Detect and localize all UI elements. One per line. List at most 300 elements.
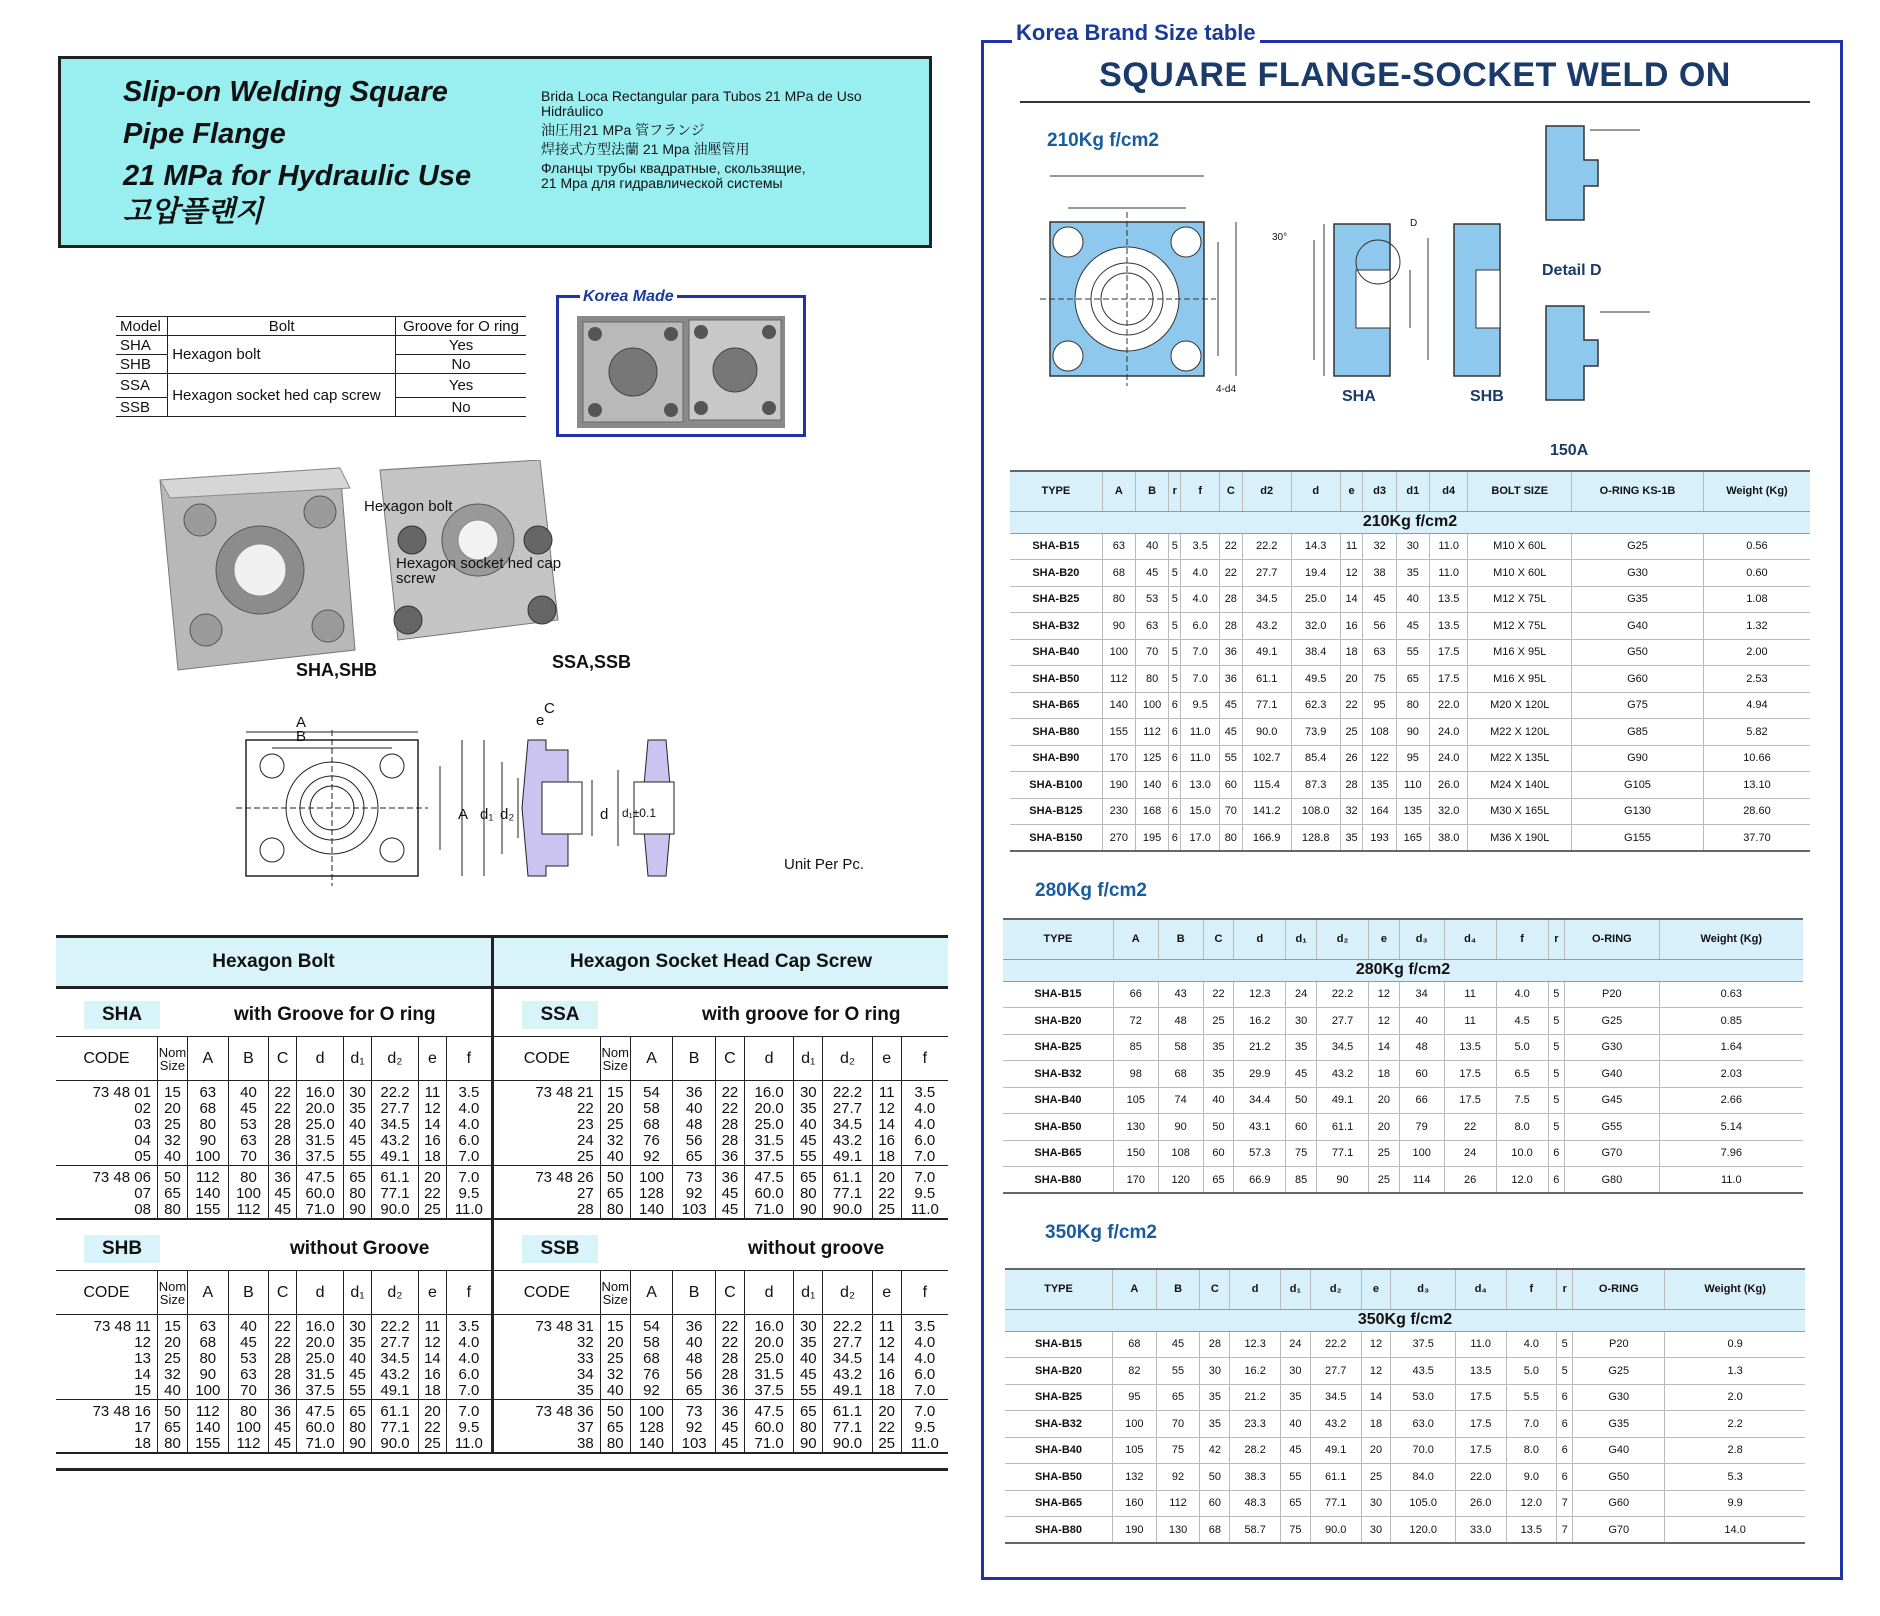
table-cell: 60 xyxy=(1219,772,1242,799)
table-cell: 1.64 xyxy=(1659,1034,1803,1061)
title-spanish: Brida Loca Rectangular para Tubos 21 MPa de Uso Hidráulico xyxy=(541,88,862,119)
table-cell: 7.0 xyxy=(446,1149,491,1166)
table-cell: 10.0 xyxy=(1496,1140,1548,1167)
table-cell: 40 xyxy=(794,1351,823,1367)
table-cell: 103 xyxy=(673,1436,716,1453)
table-cell: 4.94 xyxy=(1703,692,1810,719)
table-cell: 71.0 xyxy=(296,1436,343,1453)
col-header: f xyxy=(1181,471,1220,511)
table-cell: 13.5 xyxy=(1455,1358,1506,1385)
title-line-4: 고압플랜지 xyxy=(123,196,264,228)
table-row xyxy=(494,1367,948,1383)
table-cell: 112 xyxy=(228,1436,269,1453)
col-header: d1 xyxy=(1396,471,1429,511)
table-cell: 85 xyxy=(1286,1167,1317,1194)
col-header: d3 xyxy=(1363,471,1396,511)
table-cell: SHA-B65 xyxy=(1010,692,1102,719)
table-row xyxy=(1003,981,1803,1008)
col-header: d₃ xyxy=(1399,919,1444,959)
table-cell: 22.2 xyxy=(1317,981,1369,1008)
table-cell: 53 xyxy=(1135,586,1168,613)
table-cell: 22 xyxy=(1219,560,1242,587)
table-row xyxy=(1010,560,1810,587)
table-cell: 50 xyxy=(157,1166,187,1187)
table-cell: 50 xyxy=(1203,1114,1234,1141)
table-cell: 26 xyxy=(1444,1167,1496,1194)
table-cell: 65 xyxy=(673,1149,716,1166)
angle-30-label: 30° xyxy=(1272,232,1288,243)
table-cell: 9.5 xyxy=(901,1420,948,1436)
table-cell: 31.5 xyxy=(744,1367,793,1383)
table-cell: 43.2 xyxy=(371,1367,418,1383)
table-cell: 36 xyxy=(715,1383,744,1400)
table-cell: 42 xyxy=(1200,1437,1230,1464)
table-cell: 11.0 xyxy=(1659,1167,1803,1194)
table-row xyxy=(1010,692,1810,719)
table-cell: 65 xyxy=(1203,1167,1234,1194)
table-cell: 71.0 xyxy=(744,1202,793,1219)
table-cell: 195 xyxy=(1135,825,1168,852)
table-cell: 28 xyxy=(494,1202,600,1219)
table-cell: 40 xyxy=(344,1117,372,1133)
table-cell: 60 xyxy=(1203,1140,1234,1167)
table-cell: 45 xyxy=(1219,719,1242,746)
table-cell: 6.0 xyxy=(901,1367,948,1383)
table-cell: 4.0 xyxy=(901,1335,948,1351)
table-cell: 22 xyxy=(1444,1114,1496,1141)
table-cell: 3.5 xyxy=(901,1081,948,1102)
table-cell: 43.5 xyxy=(1391,1358,1455,1385)
table-cell: 14.3 xyxy=(1291,533,1340,560)
table-cell: 25 xyxy=(600,1351,630,1367)
col-header: B xyxy=(673,1271,716,1315)
col-header: r xyxy=(1548,919,1565,959)
table-cell: 68 xyxy=(1112,1331,1156,1358)
table-cell: 63 xyxy=(228,1133,269,1149)
table-row xyxy=(1005,1331,1805,1358)
table-cell: 14 xyxy=(419,1351,447,1367)
table-cell: 40 xyxy=(344,1351,372,1367)
col-header: A xyxy=(187,1271,228,1315)
table-cell: SHA-B20 xyxy=(1005,1358,1112,1385)
bolt-table-header-bolt: Bolt xyxy=(168,317,396,336)
table-row xyxy=(1010,798,1810,825)
table-cell: SHA-B40 xyxy=(1005,1437,1112,1464)
table-row xyxy=(494,1133,948,1149)
table-cell: 22.0 xyxy=(1455,1464,1506,1491)
col-header: BOLT SIZE xyxy=(1468,471,1572,511)
table-cell: 60.0 xyxy=(744,1186,793,1202)
table-cell: 70 xyxy=(228,1149,269,1166)
table-cell: 92 xyxy=(673,1186,716,1202)
table-row xyxy=(1010,613,1810,640)
table-cell: 18 xyxy=(419,1149,447,1166)
table-cell: 30 xyxy=(1361,1517,1391,1544)
table-cell: 22 xyxy=(419,1420,447,1436)
table-cell: 22 xyxy=(1203,981,1234,1008)
right-flange-drawings xyxy=(1030,120,1740,450)
table-cell: 1.32 xyxy=(1703,613,1810,640)
title-japanese: 油圧用21 MPa 管フランジ xyxy=(541,122,705,138)
table-cell: 85.4 xyxy=(1291,745,1340,772)
table-cell: 73 48 11 xyxy=(93,1318,151,1335)
table-cell: 84.0 xyxy=(1391,1464,1455,1491)
table-cell: 55 xyxy=(1156,1358,1200,1385)
table-cell: 45 xyxy=(344,1367,372,1383)
table-cell: 65 xyxy=(1156,1384,1200,1411)
table-cell: 2.2 xyxy=(1665,1411,1805,1438)
table-cell: 65 xyxy=(794,1166,823,1187)
socket-screw-column xyxy=(494,938,948,1454)
table-cell: G70 xyxy=(1573,1517,1665,1544)
table-cell: 31.5 xyxy=(296,1133,343,1149)
table-cell: 100 xyxy=(1135,692,1168,719)
table-row xyxy=(1010,533,1810,560)
table-cell: 68 xyxy=(1158,1061,1203,1088)
flange-drawing xyxy=(236,700,706,910)
table-cell: 100 xyxy=(228,1420,269,1436)
table-cell: 20.0 xyxy=(744,1101,793,1117)
col-header: C xyxy=(1219,471,1242,511)
table-cell: 80 xyxy=(1396,692,1429,719)
pressure-350-label: 350Kg f/cm2 xyxy=(1045,1222,1157,1243)
table-cell: 40 xyxy=(1399,1008,1444,1035)
dim-d2-label: d₂ xyxy=(500,806,515,823)
table-row xyxy=(1005,1517,1805,1544)
col-header: C xyxy=(269,1037,297,1081)
table-cell: 04 xyxy=(134,1132,151,1149)
table-cell: 115.4 xyxy=(1242,772,1291,799)
table-cell: 22 xyxy=(269,1081,297,1102)
table-cell: 56 xyxy=(673,1133,716,1149)
table-row xyxy=(494,1383,948,1400)
table-cell: 28 xyxy=(269,1351,297,1367)
col-header: Weight (Kg) xyxy=(1659,919,1803,959)
col-header: d xyxy=(744,1271,793,1315)
table-cell: 14 xyxy=(419,1117,447,1133)
table-cell: 90 xyxy=(187,1133,228,1149)
table-cell: 12.3 xyxy=(1234,981,1286,1008)
table-cell: 47.5 xyxy=(744,1166,793,1187)
table-cell: SHA-B90 xyxy=(1010,745,1102,772)
table-cell: 18 xyxy=(56,1436,157,1453)
detail-d-label: Detail D xyxy=(1542,262,1602,279)
table-cell: 16.0 xyxy=(744,1315,793,1336)
table-cell: 48 xyxy=(673,1351,716,1367)
col-header: d₁ xyxy=(1286,919,1317,959)
table-cell: 37.5 xyxy=(296,1383,343,1400)
col-header: d₁ xyxy=(344,1271,372,1315)
table-cell: 8.0 xyxy=(1496,1114,1548,1141)
table-cell: 4.0 xyxy=(1181,586,1220,613)
table-cell: G80 xyxy=(1565,1167,1659,1194)
lower-tables xyxy=(56,935,948,1471)
table-cell: SHA-B80 xyxy=(1010,719,1102,746)
table-cell: 77.1 xyxy=(823,1186,872,1202)
table-cell: 61.1 xyxy=(823,1166,872,1187)
table-cell: 15.0 xyxy=(1181,798,1220,825)
table-cell: 7.0 xyxy=(1506,1411,1557,1438)
table-cell: 135 xyxy=(1363,772,1396,799)
table-row xyxy=(1005,1437,1805,1464)
table-cell: 120.0 xyxy=(1391,1517,1455,1544)
table-cell: 56 xyxy=(1363,613,1396,640)
table-cell: 6 xyxy=(1169,719,1181,746)
table-cell: 55 xyxy=(344,1383,372,1400)
table-cell: 11.0 xyxy=(1181,719,1220,746)
table-cell: 16.0 xyxy=(744,1081,793,1102)
shb-subheading xyxy=(56,1228,491,1270)
table-cell: 92 xyxy=(1156,1464,1200,1491)
col-header: A xyxy=(1113,919,1158,959)
table-cell: 49.1 xyxy=(371,1149,418,1166)
table-cell: 32 xyxy=(600,1133,630,1149)
table-cell: 0.85 xyxy=(1659,1008,1803,1035)
table-cell: 100 xyxy=(630,1400,673,1421)
table-row xyxy=(56,1202,491,1219)
table-cell: 60.0 xyxy=(744,1420,793,1436)
dim-d-label: d xyxy=(600,806,609,823)
table-cell: 45 xyxy=(794,1367,823,1383)
table-cell: 80 xyxy=(794,1186,823,1202)
table-cell: 22 xyxy=(715,1315,744,1336)
table-cell: 0.63 xyxy=(1659,981,1803,1008)
table-cell: G40 xyxy=(1572,613,1704,640)
table-row xyxy=(1003,1061,1803,1088)
ssa-subheading xyxy=(494,994,948,1036)
table-cell: 112 xyxy=(187,1166,228,1187)
table-cell: 45 xyxy=(1135,560,1168,587)
table-cell: 5 xyxy=(1548,1114,1565,1141)
table-cell: 3.5 xyxy=(1181,533,1220,560)
col-header: e xyxy=(872,1037,901,1081)
table-cell: 22 xyxy=(715,1101,744,1117)
table-cell: 45 xyxy=(715,1186,744,1202)
table-cell: 13.5 xyxy=(1429,613,1468,640)
table-cell: 90 xyxy=(187,1367,228,1383)
table-cell: 190 xyxy=(1112,1517,1156,1544)
table-cell: 5 xyxy=(1548,1087,1565,1114)
col-header: Weight (Kg) xyxy=(1703,471,1810,511)
table-cell: 18 xyxy=(419,1383,447,1400)
table-cell: 49.1 xyxy=(371,1383,418,1400)
table-cell: 6.0 xyxy=(446,1367,491,1383)
table-cell: 45 xyxy=(715,1436,744,1453)
col-header: e xyxy=(1369,919,1400,959)
table-cell: 63 xyxy=(1363,639,1396,666)
table-cell: 55 xyxy=(1396,639,1429,666)
table-cell: 90 xyxy=(1317,1167,1369,1194)
col-header: O-RING xyxy=(1565,919,1659,959)
col-header: C xyxy=(715,1037,744,1081)
label-150a: 150A xyxy=(1550,442,1589,459)
table-cell: 3.5 xyxy=(446,1315,491,1336)
table-row xyxy=(56,1351,491,1367)
col-header: C xyxy=(1203,919,1234,959)
dim-a-label: A xyxy=(296,714,307,731)
table-row xyxy=(1010,825,1810,852)
col-header: Nom Size xyxy=(157,1037,187,1081)
table-cell: 45 xyxy=(794,1133,823,1149)
table-cell: 25 xyxy=(1369,1140,1400,1167)
table-cell: 32 xyxy=(157,1367,187,1383)
table-cell: 30 xyxy=(344,1081,372,1102)
table-row xyxy=(1010,639,1810,666)
table-row xyxy=(1003,1140,1803,1167)
table-cell: 32 xyxy=(577,1334,594,1351)
table-cell: 45 xyxy=(715,1202,744,1219)
table-cell: 77.1 xyxy=(371,1420,418,1436)
table-cell: 61.1 xyxy=(1242,666,1291,693)
table-cell: 140 xyxy=(1135,772,1168,799)
pressure-210-label: 210Kg f/cm2 xyxy=(1047,130,1159,151)
table-cell: 36 xyxy=(269,1149,297,1166)
table-cell: 80 xyxy=(600,1436,630,1453)
col-header: d₃ xyxy=(1391,1269,1455,1309)
table-cell: 38 xyxy=(1363,560,1396,587)
table-cell: 22 xyxy=(715,1335,744,1351)
table-cell: 34.5 xyxy=(1310,1384,1361,1411)
table-cell: 193 xyxy=(1363,825,1396,852)
table-cell: 24 xyxy=(577,1132,594,1149)
table-cell: 38 xyxy=(494,1436,600,1453)
table-cell: 90.0 xyxy=(1310,1517,1361,1544)
col-header: f xyxy=(446,1037,491,1081)
table-row xyxy=(494,1081,948,1102)
table-cell: 45 xyxy=(1156,1331,1200,1358)
table-cell: 80 xyxy=(600,1202,630,1219)
col-header: r xyxy=(1169,471,1181,511)
table-cell: 105 xyxy=(1112,1437,1156,1464)
table-cell: 45 xyxy=(228,1101,269,1117)
table-cell: 80 xyxy=(1135,666,1168,693)
table-cell: 76 xyxy=(630,1367,673,1383)
table-cell: 90.0 xyxy=(371,1436,418,1453)
table-cell: 20.0 xyxy=(296,1335,343,1351)
col-header: d xyxy=(1291,471,1340,511)
col-header: d xyxy=(1234,919,1286,959)
table-cell: 11.0 xyxy=(446,1436,491,1453)
table-cell: 35 xyxy=(1200,1384,1230,1411)
table-cell: 20 xyxy=(157,1101,187,1117)
table-cell: 24 xyxy=(1286,981,1317,1008)
table-cell: 0.9 xyxy=(1665,1331,1805,1358)
table-cell: 34.5 xyxy=(371,1117,418,1133)
table-cell: 4.0 xyxy=(446,1117,491,1133)
table-cell: 102.7 xyxy=(1242,745,1291,772)
table-cell: 61.1 xyxy=(823,1400,872,1421)
table-cell: 35 xyxy=(1340,825,1363,852)
table-cell: 5 xyxy=(1169,586,1181,613)
table-cell: 12 xyxy=(1369,981,1400,1008)
bolt-table-header-groove: Groove for O ring xyxy=(396,317,526,336)
table-cell: 112 xyxy=(187,1400,228,1421)
col-header: d₄ xyxy=(1444,919,1496,959)
table-cell: 2.53 xyxy=(1703,666,1810,693)
table-cell: 70 xyxy=(228,1383,269,1400)
table-cell: 112 xyxy=(1102,666,1135,693)
table-cell: 49.1 xyxy=(1242,639,1291,666)
col-header: d₁ xyxy=(1280,1269,1310,1309)
table-cell: 7.0 xyxy=(446,1383,491,1400)
bolt-table-model: SHB xyxy=(116,355,168,374)
table-cell: 40 xyxy=(673,1335,716,1351)
table-cell: 16.2 xyxy=(1230,1358,1281,1385)
table-cell: 17 xyxy=(134,1419,151,1436)
table-cell: 25 xyxy=(872,1202,901,1219)
title-russian-2: 21 Мра для гидравлической системы xyxy=(541,175,783,191)
table-cell: 8.0 xyxy=(1506,1437,1557,1464)
table-cell: 77.1 xyxy=(1317,1140,1369,1167)
table-cell: 0.56 xyxy=(1703,533,1810,560)
table-cell: 25.0 xyxy=(1291,586,1340,613)
table-cell: SHA-B80 xyxy=(1005,1517,1112,1544)
table-cell: 36 xyxy=(715,1400,744,1421)
table-cell: 37.5 xyxy=(296,1149,343,1166)
bolt-table-bolt: Hexagon bolt xyxy=(168,336,396,374)
table-cell: 24 xyxy=(1444,1140,1496,1167)
table-cell: G40 xyxy=(1573,1437,1665,1464)
table-cell: 6.0 xyxy=(1181,613,1220,640)
table-cell: 82 xyxy=(1112,1358,1156,1385)
table-row xyxy=(1010,719,1810,746)
table-cell: 65 xyxy=(794,1400,823,1421)
table-cell: 73 48 01 xyxy=(92,1084,151,1101)
table-cell: 34 xyxy=(577,1366,594,1383)
table-cell: 35 xyxy=(794,1101,823,1117)
table-cell: 80 xyxy=(344,1186,372,1202)
table-cell: 63 xyxy=(228,1367,269,1383)
table-cell: G75 xyxy=(1572,692,1704,719)
table-cell: 22.2 xyxy=(371,1315,418,1336)
table-cell: 27.7 xyxy=(371,1335,418,1351)
table-cell: 4.0 xyxy=(446,1101,491,1117)
table-cell: 7.0 xyxy=(901,1400,948,1421)
table-cell: 11.0 xyxy=(901,1436,948,1453)
korea-made-label: Korea Made xyxy=(580,288,677,306)
table-cell: 65 xyxy=(157,1420,187,1436)
table-cell: 32 xyxy=(1340,798,1363,825)
pressure-subheader: 350Kg f/cm2 xyxy=(1005,1309,1805,1331)
table-cell: 65 xyxy=(344,1400,372,1421)
table-cell: M12 X 75L xyxy=(1468,613,1572,640)
table-cell: 20 xyxy=(419,1400,447,1421)
table-cell: 100 xyxy=(1399,1140,1444,1167)
table-cell: 90.0 xyxy=(823,1436,872,1453)
table-cell: 14 xyxy=(872,1117,901,1133)
table-cell: 38.4 xyxy=(1291,639,1340,666)
col-header: B xyxy=(1135,471,1168,511)
table-280 xyxy=(1003,918,1803,1194)
table-cell: 29.9 xyxy=(1234,1061,1286,1088)
table-cell: 35 xyxy=(344,1101,372,1117)
table-cell: SHA-B50 xyxy=(1003,1114,1113,1141)
table-cell: 25 xyxy=(1361,1464,1391,1491)
table-cell: 190 xyxy=(1102,772,1135,799)
table-cell: SHA-B40 xyxy=(1010,639,1102,666)
table-cell: 20.0 xyxy=(296,1101,343,1117)
table-cell: 3.5 xyxy=(446,1081,491,1102)
table-cell: 60.0 xyxy=(296,1420,343,1436)
table-cell: 18 xyxy=(1361,1411,1391,1438)
dim-a-side-label: A xyxy=(458,806,469,823)
table-row xyxy=(56,1367,491,1383)
table-cell: 22 xyxy=(1340,692,1363,719)
table-cell: 5 xyxy=(1557,1331,1573,1358)
table-cell: 77.1 xyxy=(823,1420,872,1436)
table-cell: 95 xyxy=(1396,745,1429,772)
table-cell: 40 xyxy=(1203,1087,1234,1114)
